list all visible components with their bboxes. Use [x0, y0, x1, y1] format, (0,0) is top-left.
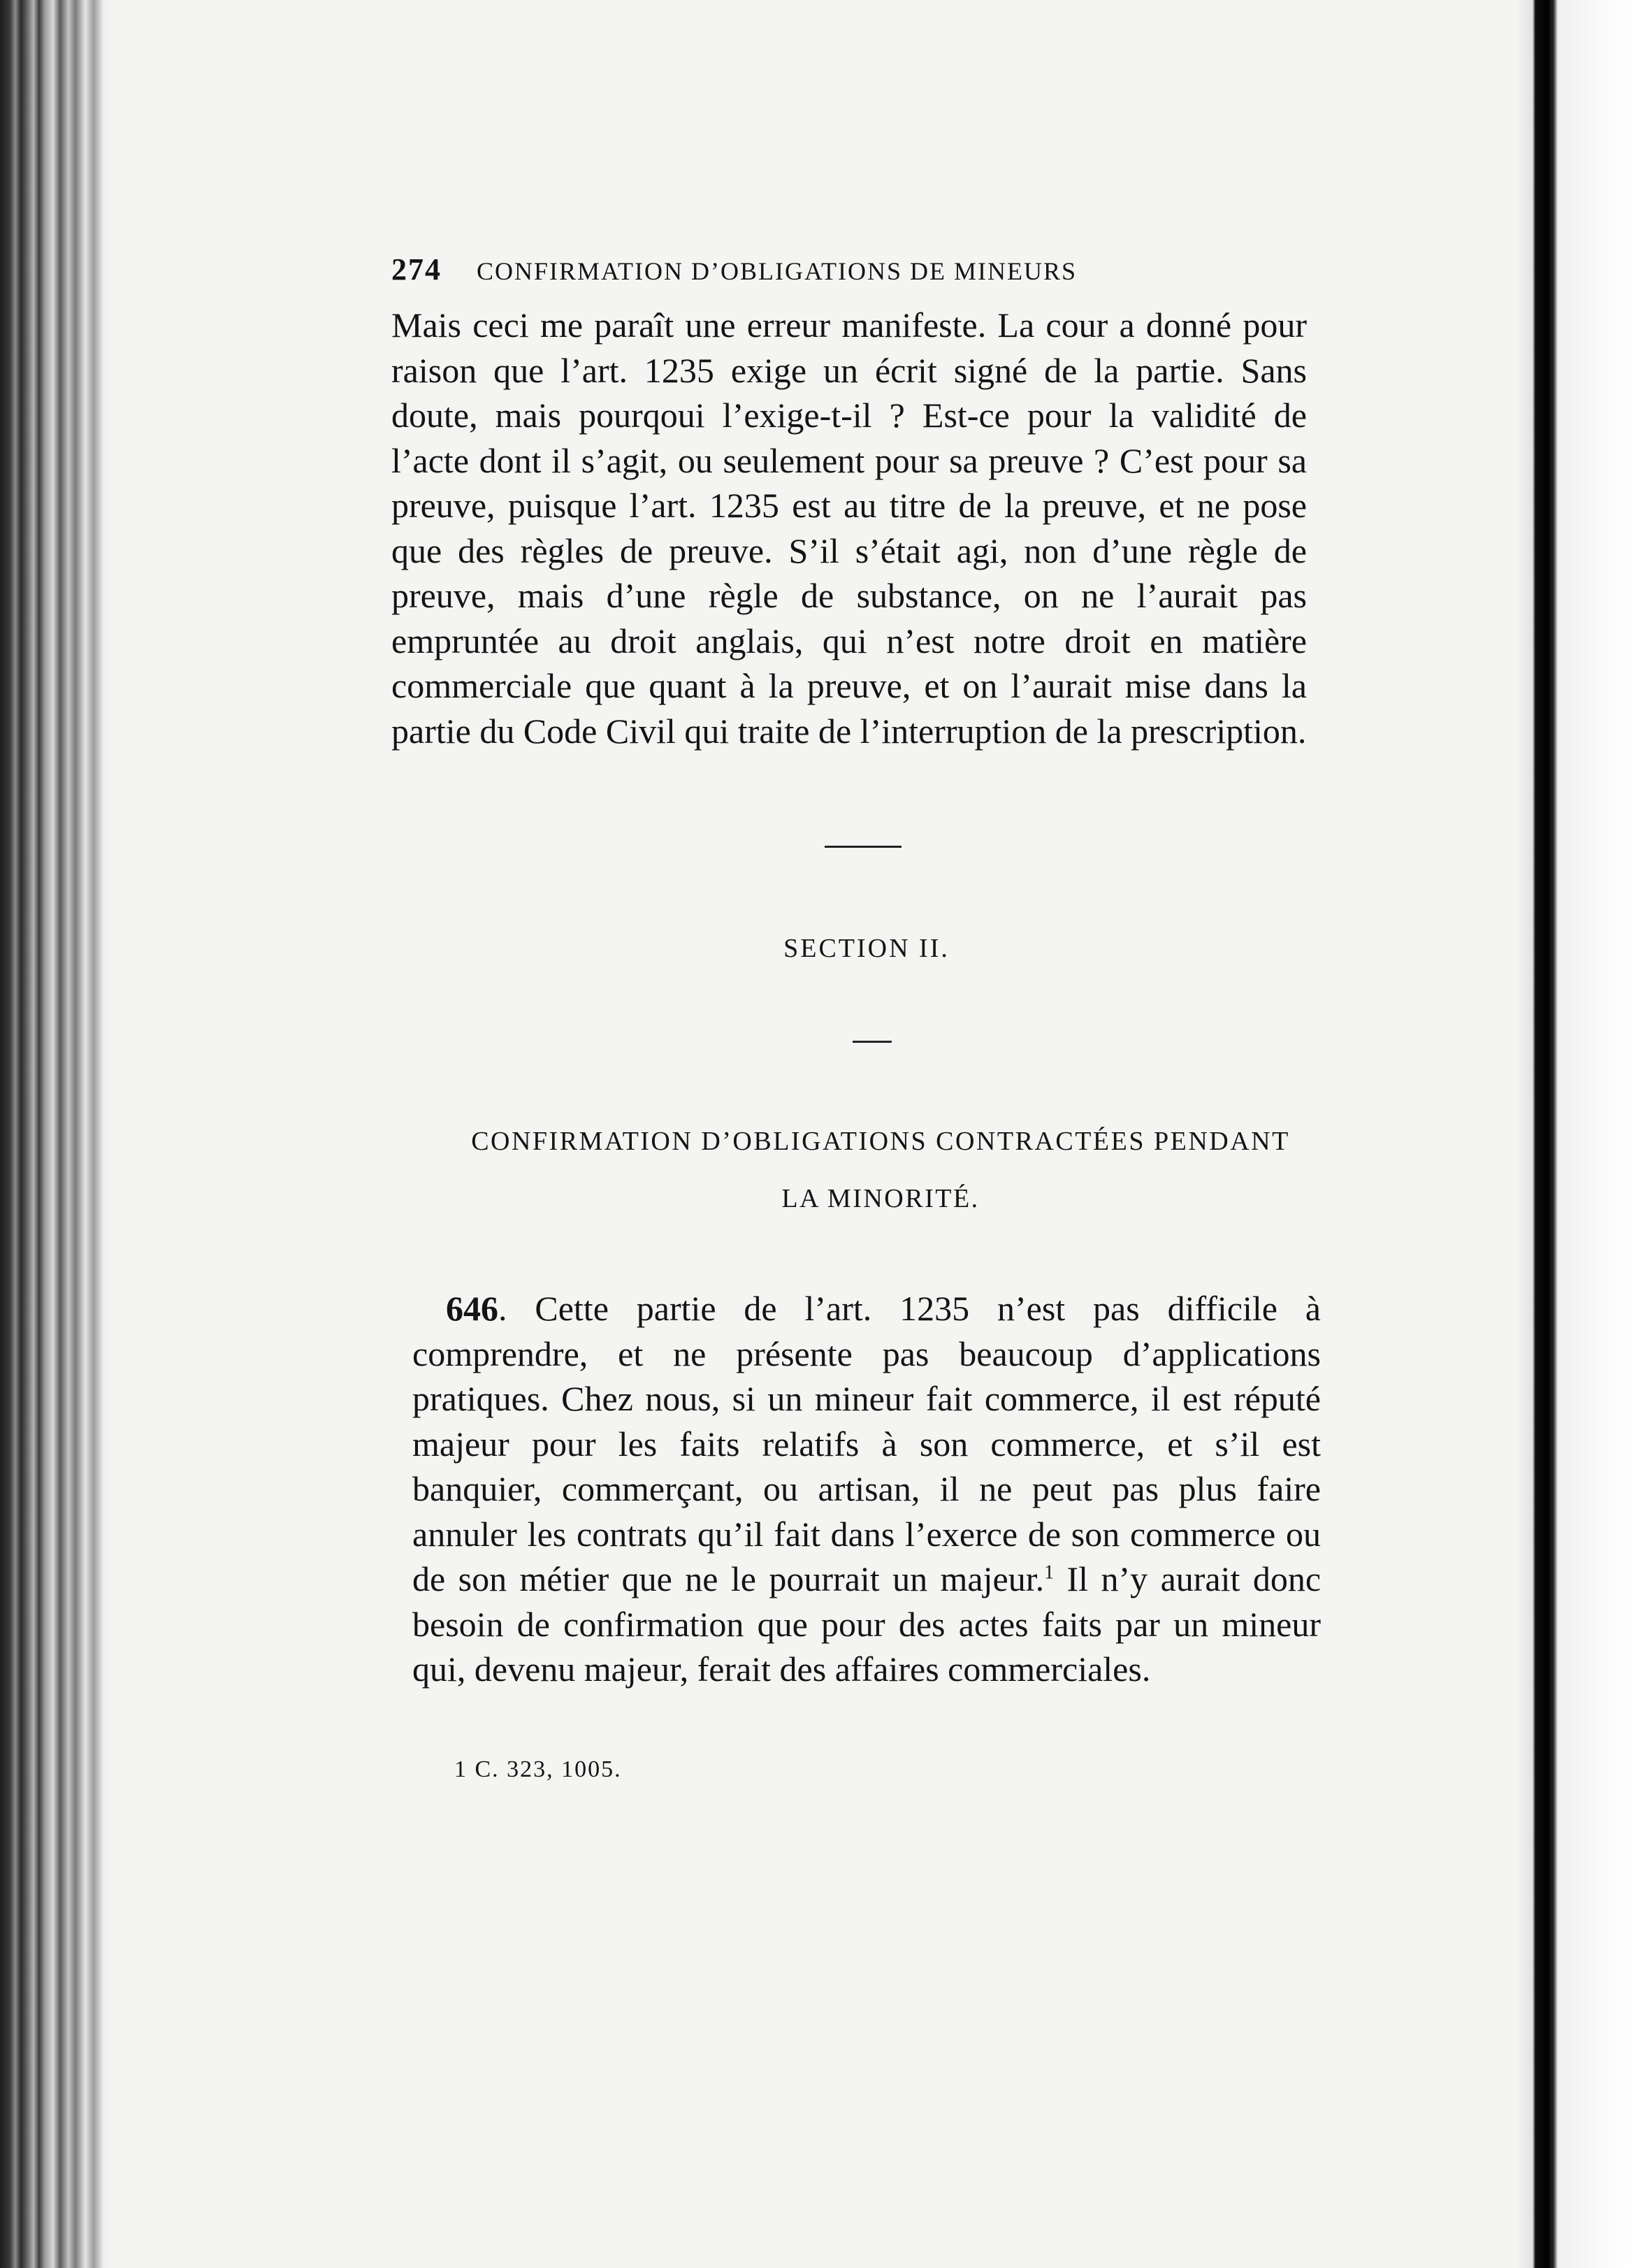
binding-edge — [1517, 0, 1636, 2268]
running-head: CONFIRMATION D’OBLIGATIONS DE MINEURS — [477, 257, 1078, 285]
section-divider — [825, 846, 902, 848]
page-stack-edge — [0, 0, 112, 2268]
page-number: 274 — [391, 252, 442, 287]
section-title: SECTION II. — [783, 934, 950, 963]
footnote-reference: 1 — [1044, 1561, 1055, 1584]
article-paragraph — [412, 1286, 1321, 1692]
section-heading — [433, 1113, 1328, 1227]
article-text-continued: Il n’y aurait donc besoin de confirmation que pour des actes faits par un mineur qui, devenu majeur, ferait des affaires commerciales. — [412, 1559, 1322, 1689]
page-header — [391, 252, 1328, 287]
article-text: . Cette partie de l’art. 1235 n’est pas difficile à comprendre, et ne présente pas beaucoup d’applications pratiques. Chez nous, si un mineur fait commerce, il est réputé majeur pour les faits relatifs à son commerce, et s’il est banquier, commerçant, ou artisan, il ne peut pas plus faire annuler les contrats qu’il fait dans l’exerce de son commerce ou de son métier que ne le pourrait un majeur. — [412, 1289, 1321, 1598]
section-heading-line: LA MINORITÉ. — [781, 1184, 980, 1213]
article-number: 646 — [446, 1289, 498, 1328]
footnote: 1 C. 323, 1005. — [454, 1756, 622, 1782]
body-paragraph: Mais ceci me paraît une erreur manifeste. La cour a donné pour raison que l’art. 1235 exige un écrit signé de la partie. Sans doute, mais pourqoui l’exige-t-il ? Est-ce pour la validité de l’acte dont il s’agit, ou seulement pour sa preuve ? C’est pour sa preuve, puisque l’art. 1235 est au titre de la preuve, et ne pose que des règles de preuve. S’il s’était agi, non d’une règle de preuve, mais d’une règle de substance, on ne l’aurait pas empruntée au droit anglais, qui n’est notre droit en matière commerciale que quant à la preuve, et on l’aurait mise dans la partie du Code Civil qui traite de l’interruption de la prescription. — [391, 305, 1307, 751]
page-content — [377, 252, 1328, 1783]
section-heading-line: CONFIRMATION D’OBLIGATIONS CONTRACTÉES PENDANT — [471, 1127, 1290, 1156]
section-divider-short — [853, 1041, 892, 1043]
